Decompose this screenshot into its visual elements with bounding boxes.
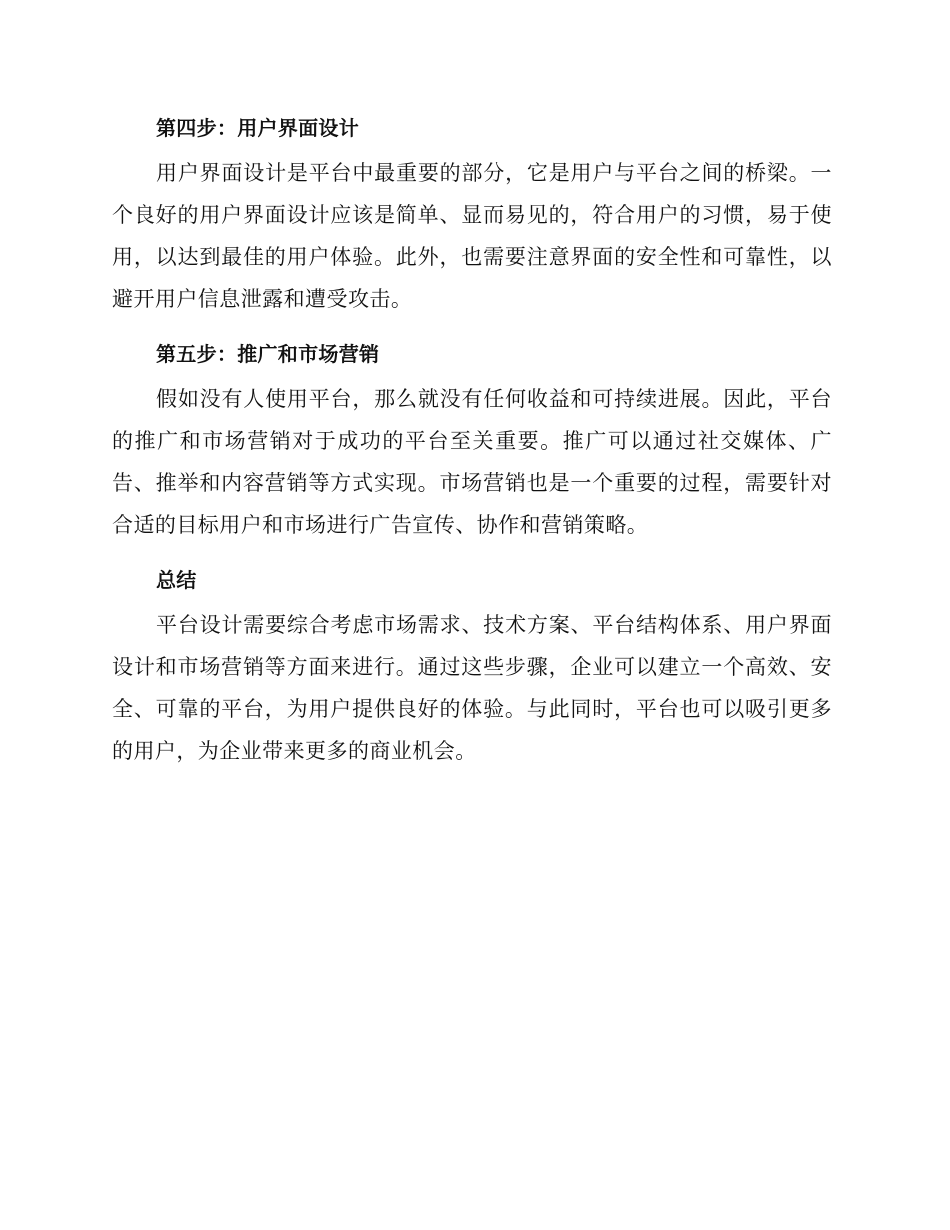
document-content	[112, 108, 832, 778]
section-heading: 第五步：推广和市场营销	[156, 342, 380, 366]
section-summary	[112, 560, 832, 772]
section-promotion-marketing	[112, 334, 832, 546]
section-user-interface-design	[112, 108, 832, 320]
section-paragraph: 用户界面设计是平台中最重要的部分，它是用户与平台之间的桥梁。一个良好的用户界面设计应该是简单、显而易见的，符合用户的习惯，易于使用，以达到最佳的用户体验。此外，也需要注意界面的安全性和可靠性，以避开用户信息泄露和遭受攻击。	[112, 161, 832, 311]
section-heading: 第四步：用户界面设计	[156, 116, 359, 140]
section-heading: 总结	[156, 568, 197, 592]
section-paragraph: 平台设计需要综合考虑市场需求、技术方案、平台结构体系、用户界面设计和市场营销等方面来进行。通过这些步骤，企业可以建立一个高效、安全、可靠的平台，为用户提供良好的体验。与此同时，平台也可以吸引更多的用户，为企业带来更多的商业机会。	[112, 613, 832, 763]
section-paragraph: 假如没有人使用平台，那么就没有任何收益和可持续进展。因此，平台的推广和市场营销对于成功的平台至关重要。推广可以通过社交媒体、广告、推举和内容营销等方式实现。市场营销也是一个重要的过程，需要针对合适的目标用户和市场进行广告宣传、协作和营销策略。	[112, 387, 832, 537]
